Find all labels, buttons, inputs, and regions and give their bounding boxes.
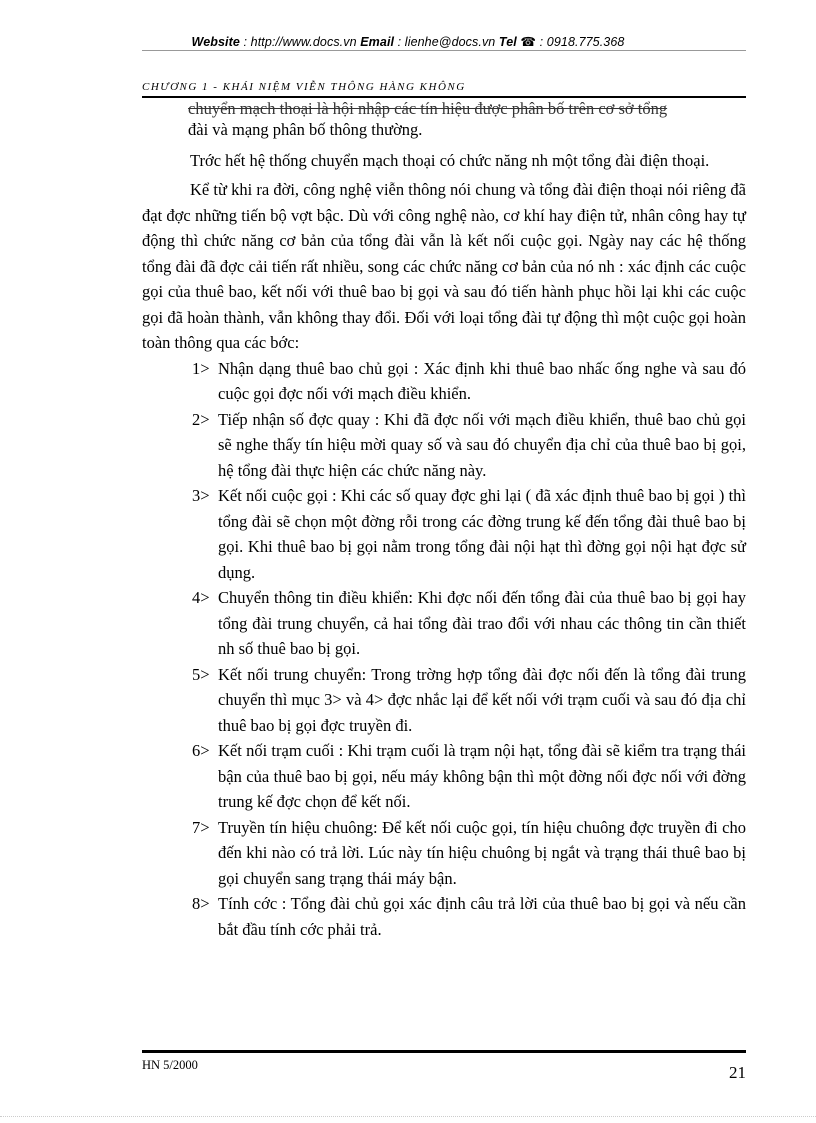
site-header	[0, 34, 816, 49]
website-label: Website	[191, 35, 240, 49]
body-text	[142, 117, 746, 942]
page-edge-divider	[0, 1116, 816, 1117]
list-item	[142, 891, 746, 942]
step-text: Tính cớc : Tổng đài chủ gọi xác định câu trả lời của thuê bao bị gọi và nếu cần bắt đầu tính cớc phải trả.	[218, 894, 746, 939]
website-sep: :	[239, 35, 251, 49]
step-number: 8>	[192, 894, 210, 913]
list-item	[142, 407, 746, 484]
email-link[interactable]: : lienhe@docs.vn	[394, 35, 499, 49]
list-item	[142, 483, 746, 585]
step-text: Kết nối trạm cuối : Khi trạm cuối là trạm nội hạt, tổng đài sẽ kiểm tra trạng thái bận của thuê bao bị gọi, nếu máy không bận thì một đờng nối đợc nối với đờng trung kế đợc chọn để kết nối.	[218, 741, 746, 811]
list-item	[142, 585, 746, 662]
list-item	[142, 356, 746, 407]
step-number: 2>	[192, 409, 210, 429]
step-text: Truyền tín hiệu chuông: Để kết nối cuộc gọi, tín hiệu chuông đợc truyền đi cho đến khi nào có trả lời. Lúc này tín hiệu chuông bị ngắt và trạng thái thuê bao bị gọi chuyển sang trạng thái máy bận.	[218, 817, 746, 888]
tel-label: Tel	[498, 35, 517, 49]
footer-rule	[142, 1050, 746, 1053]
phone-icon: ☎	[520, 35, 537, 49]
continuation-line-2: đài và mạng phân bố thông thường.	[188, 120, 423, 139]
email-label: Email	[360, 35, 395, 49]
step-text: Chuyển thông tin điều khiển: Khi đợc nối đến tổng đài của thuê bao bị gọi hay tổng đài trung chuyển, cả hai tổng đài trao đổi với nhau các thông tin cần thiết nh số thuê bao bị gọi.	[218, 588, 746, 658]
step-number: 5>	[192, 664, 210, 684]
continuation-line-1: chuyển mạch thoại là hội nhập các tín hiệu được phân bố trên cơ sở tổng	[188, 99, 668, 118]
footer-date: HN 5/2000	[142, 1058, 198, 1072]
step-number: 6>	[192, 741, 210, 760]
paragraph-2: Kể từ khi ra đời, công nghệ viễn thông nói chung và tổng đài điện thoại nói riêng đã đạt đợc những tiến bộ vợt bậc. Dù với công nghệ nào, cơ khí hay điện tử, nhân công hay tự động thì chức năng cơ bản của tổng đài vẫn là kết nối cuộc gọi. Ngày nay các hệ thống tổng đài đã đợc cải tiến rất nhiều, song các chức năng cơ bản của nó nh : xác định các cuộc gọi của thuê bao, kết nối với thuê bao bị gọi và sau đó tiến hành phục hồi lại khi các cuộc gọi đã hoàn thành, vẫn không thay đổi. Đối với loại tổng đài tự động thì một cuộc gọi hoàn toàn thông qua các bớc:	[142, 180, 746, 352]
step-number: 7>	[192, 817, 210, 837]
tel-value: : 0918.775.368	[536, 35, 625, 49]
chapter-title: CHƯƠNG 1 - KHÁI NIỆM VIỄN THÔNG HÀNG KHÔNG	[142, 81, 466, 93]
steps-list	[142, 356, 746, 943]
paragraph-1: Trớc hết hệ thống chuyển mạch thoại có chức năng nh một tổng đài điện thoại.	[190, 150, 710, 170]
list-item	[142, 815, 746, 892]
step-text: Kết nối trung chuyển: Trong trờng hợp tổng đài đợc nối đến là tổng đài trung chuyển thì mục 3> và 4> đợc nhắc lại để kết nối với trạm cuối và sau đó địa chỉ thuê bao bị gọi đợc truyền đi.	[218, 664, 746, 735]
step-number: 4>	[192, 588, 210, 607]
website-link[interactable]: http://www.docs.vn	[250, 35, 357, 49]
step-text: Nhận dạng thuê bao chủ gọi : Xác định khi thuê bao nhấc ống nghe và sau đó cuộc gọi đợc nối với mạch điều khiển.	[218, 358, 746, 403]
step-number: 3>	[192, 486, 210, 505]
list-item	[142, 738, 746, 815]
step-number: 1>	[192, 358, 210, 378]
list-item	[142, 662, 746, 739]
header-rule	[142, 50, 746, 51]
step-text: Tiếp nhận số đợc quay : Khi đã đợc nối với mạch điều khiển, thuê bao chủ gọi sẽ nghe thấy tín hiệu mời quay số và sau đó chuyển địa chỉ của thuê bao bị gọi, hệ tổng đài thực hiện các chức năng này.	[218, 409, 746, 480]
page-number: 21	[729, 1063, 746, 1082]
step-text: Kết nối cuộc gọi : Khi các số quay đợc ghi lại ( đã xác định thuê bao bị gọi ) thì tổng đài sẽ chọn một đờng rỗi trong các đờng trung kế đến tổng đài thuê bao bị gọi. Khi thuê bao bị gọi nằm trong tổng đài nội hạt thì đờng gọi nội hạt đợc sử dụng.	[218, 486, 746, 582]
